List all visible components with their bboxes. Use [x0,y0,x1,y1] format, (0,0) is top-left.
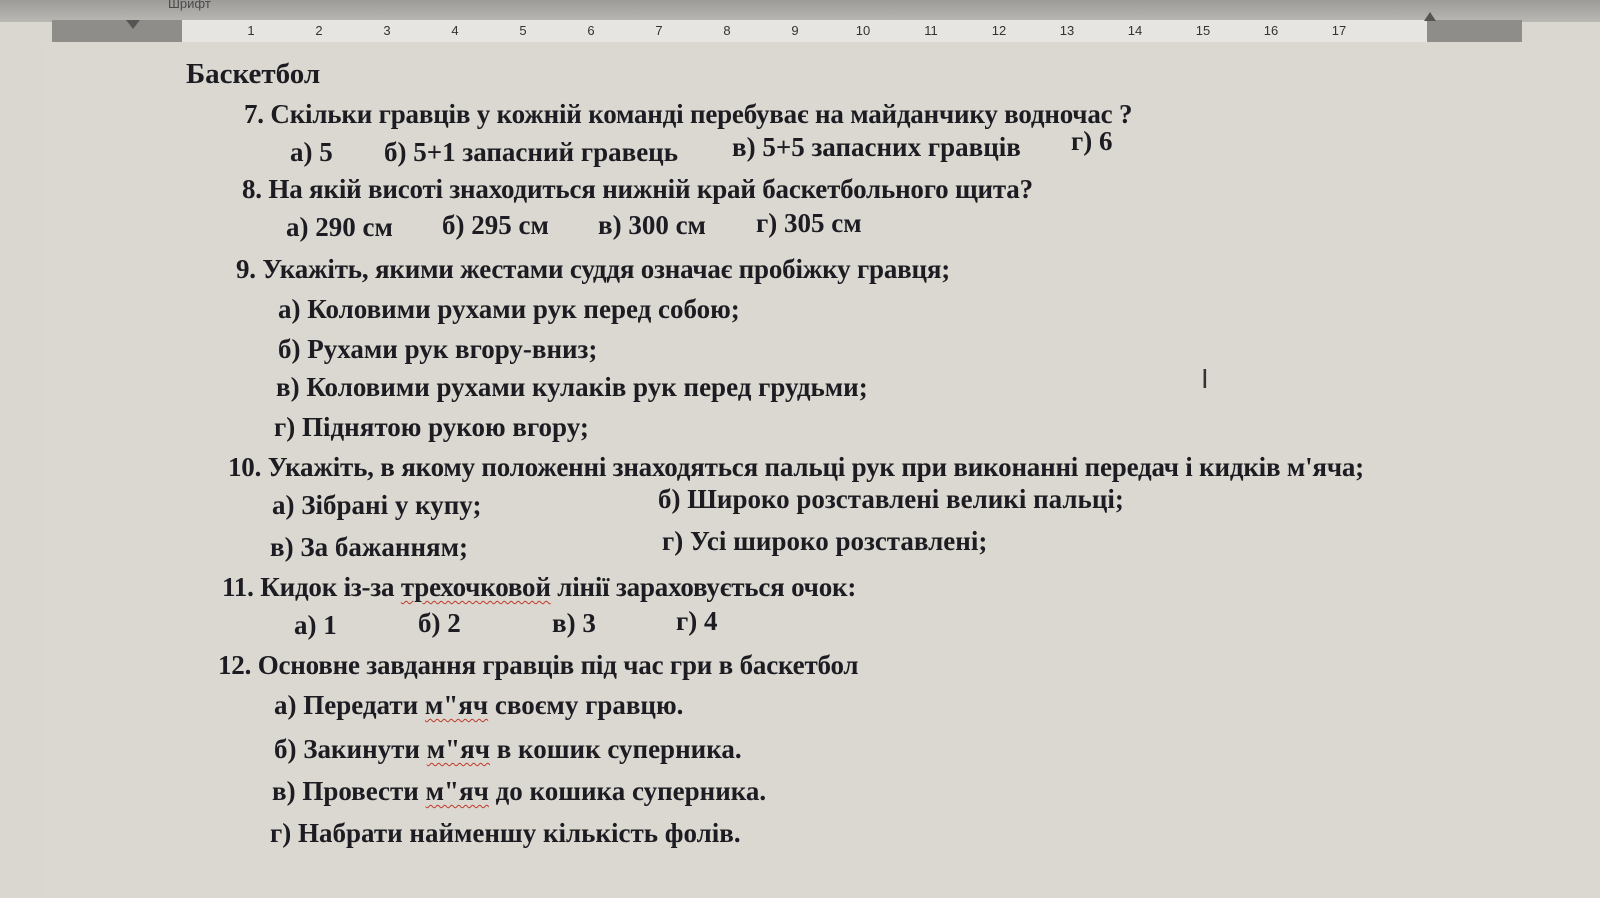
ruler-number: 7 [655,23,663,38]
q12-option-a [274,690,683,721]
question-7: 7. Скільки гравців у кожній команді перебуває на майданчику водночас ? [244,99,1133,129]
question-12: 12. Основне завдання гравців під час гри в баскетбол [218,650,859,680]
spellcheck-word[interactable]: трехочковой [400,572,551,602]
ruler-number: 4 [451,23,459,38]
q7-option-d: г) 6 [1071,126,1113,156]
q11-option-c: в) 3 [552,608,596,638]
q10-option-c: в) За бажанням; [270,532,469,562]
document-body[interactable] [46,42,1600,898]
question-11-text-start: 11. Кидок із-за [222,572,401,602]
q8-option-a: а) 290 см [286,212,393,242]
spellcheck-word[interactable]: м"яч [425,776,489,806]
q12-option-d: г) Набрати найменшу кількість фолів. [270,818,741,848]
ruler-number: 2 [315,23,323,38]
ruler-number: 16 [1263,23,1279,38]
ruler-number: 13 [1059,23,1075,38]
first-line-indent-marker[interactable] [126,20,140,29]
ruler-numbers [182,21,1422,41]
q9-option-c: в) Коловими рухами кулаків рук перед грудьми; [276,372,868,402]
ruler-number: 1 [247,23,255,38]
ruler-number: 3 [383,23,391,38]
q8-option-c: в) 300 см [598,210,706,240]
ribbon-font-group-label: Шрифт [168,0,211,11]
ruler-number: 14 [1127,23,1143,38]
q10-option-b: б) Широко розставлені великі пальці; [658,484,1124,514]
q12-option-c-end: до кошика суперника. [488,776,767,806]
ruler-number: 5 [519,23,527,38]
q10-option-d: г) Усі широко розставлені; [662,526,988,556]
q11-option-b: б) 2 [418,608,461,638]
horizontal-ruler[interactable] [52,20,1522,43]
q11-option-d: г) 4 [676,606,718,636]
spellcheck-word[interactable]: м"яч [424,690,489,720]
q7-option-a: а) 5 [290,137,333,167]
q12-option-b [274,734,742,765]
ruler-number: 6 [587,23,595,38]
question-10: 10. Укажіть, в якому положенні знаходяться пальці рук при виконанні передач і кидків м'яча; [228,452,1364,482]
document-page[interactable] [46,42,1600,898]
question-11 [222,572,856,603]
ribbon-strip [0,0,1600,22]
q9-option-a: а) Коловими рухами рук перед собою; [278,294,740,324]
q7-option-c: в) 5+5 запасних гравців [732,132,1021,162]
q12-option-a-start: а) Передати [274,690,425,720]
q12-option-c [272,776,766,807]
ruler-number: 8 [723,23,731,38]
spellcheck-word[interactable]: м"яч [426,734,490,764]
ruler-right-margin [1427,20,1522,42]
q8-option-d: г) 305 см [756,208,862,238]
ruler-number: 9 [791,23,799,38]
question-11-text-end: лінії зараховується очок: [550,572,857,602]
ruler-left-margin [52,20,182,42]
q9-option-b: б) Рухами рук вгору-вниз; [278,334,598,364]
right-indent-marker[interactable] [1424,12,1436,21]
q12-option-b-start: б) Закинути [274,734,427,764]
q8-option-b: б) 295 см [442,210,549,240]
text-cursor-icon: I [1201,365,1209,395]
question-8: 8. На якій висоті знаходиться нижній край баскетбольного щита? [242,174,1033,204]
question-9: 9. Укажіть, якими жестами суддя означає пробіжку гравця; [236,254,951,284]
q12-option-b-end: в кошик суперника. [489,734,742,764]
ruler-number: 10 [855,23,871,38]
q12-option-c-start: в) Провести [272,776,426,806]
ruler-number: 17 [1331,23,1347,38]
q11-option-a: а) 1 [294,610,337,640]
q7-option-b: б) 5+1 запасний гравець [384,137,679,167]
ruler-number: 15 [1195,23,1211,38]
ruler-number: 12 [991,23,1007,38]
q9-option-d: г) Піднятою рукою вгору; [274,412,589,442]
q12-option-a-end: своєму гравцю. [488,690,684,720]
ruler-number: 11 [924,23,938,38]
document-title: Баскетбол [186,58,321,90]
q10-option-a: а) Зібрані у купу; [272,490,482,520]
